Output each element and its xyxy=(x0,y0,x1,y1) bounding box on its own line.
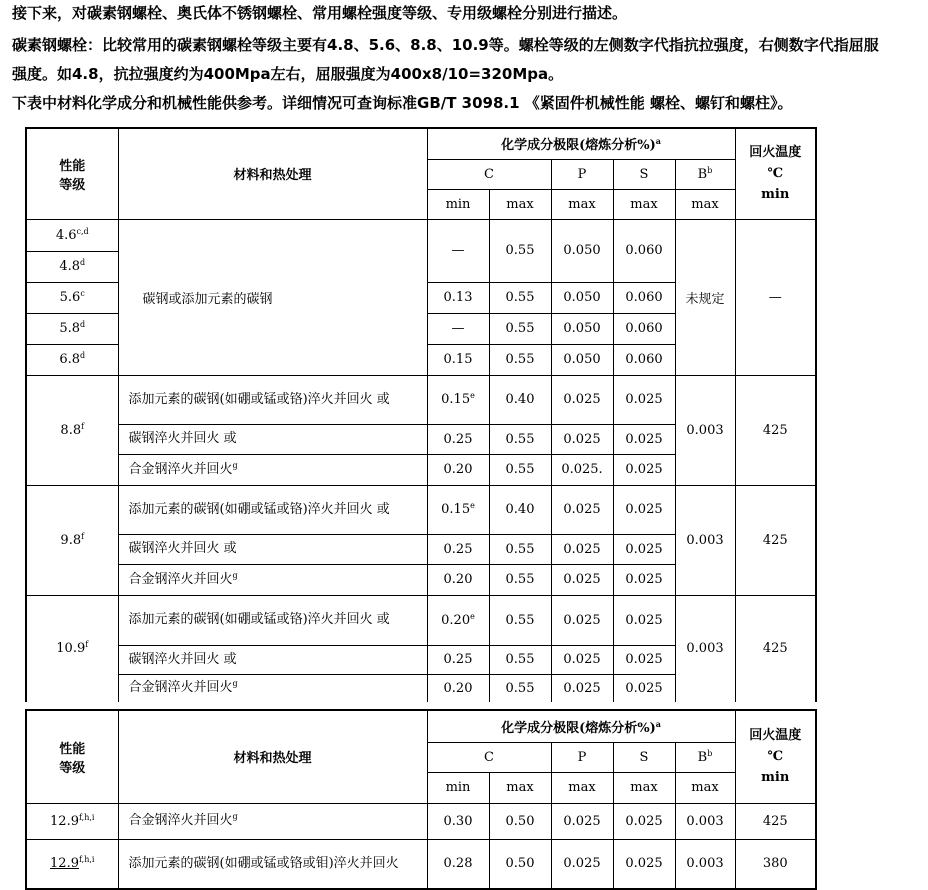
cmin-cell: — xyxy=(427,219,489,282)
s-cell: 0.025 xyxy=(613,674,675,702)
cmax-cell: 0.55 xyxy=(489,424,551,454)
intro-line-1: 接下来，对碳素钢螺栓、奥氏体不锈钢螺栓、常用螺栓强度等级、专用级螺栓分别进行描述。 xyxy=(12,4,628,22)
s-cell: 0.025 xyxy=(613,595,675,645)
header-material: 材料和热处理 xyxy=(118,710,427,803)
p-cell: 0.025 xyxy=(551,645,613,674)
header-chem-limits: 化学成分极限(熔炼分析%)$^a$ xyxy=(427,128,735,159)
cmin-cell: 0.20 xyxy=(427,454,489,485)
cmin-cell: 0.20 xyxy=(427,564,489,595)
header-pmax: max xyxy=(551,189,613,219)
cmax-cell: 0.40 xyxy=(489,485,551,534)
temper-cell: 425 xyxy=(735,485,816,595)
header-grade: 性能 等级 xyxy=(26,128,118,219)
grade-cell: 4.8$^d$ xyxy=(26,251,118,282)
header-smax: max xyxy=(613,772,675,803)
s-cell: 0.025 xyxy=(613,803,675,839)
header-s: S xyxy=(613,159,675,189)
header-s: S xyxy=(613,742,675,772)
s-cell: 0.025 xyxy=(613,485,675,534)
cmax-cell: 0.55 xyxy=(489,282,551,313)
cmin-cell: 0.25 xyxy=(427,645,489,674)
material-cell: 碳钢淬火并回火 或 xyxy=(118,534,427,564)
cmax-cell: 0.55 xyxy=(489,645,551,674)
s-cell: 0.025 xyxy=(613,375,675,424)
cmin-cell: 0.20e xyxy=(427,595,489,645)
grade-cell: 10.9$^f$ xyxy=(26,595,118,702)
s-cell: 0.025 xyxy=(613,564,675,595)
property-table-2 xyxy=(25,709,817,890)
grade-cell: 8.8$^f$ xyxy=(26,375,118,485)
p-cell: 0.025 xyxy=(551,485,613,534)
cmax-cell: 0.40 xyxy=(489,375,551,424)
cmin-cell: 0.13 xyxy=(427,282,489,313)
material-cell: 添加元素的碳钢(如硼或锰或铬)淬火并回火 或 xyxy=(118,485,427,534)
grade-cell: 5.6$^c$ xyxy=(26,282,118,313)
material-cell: 添加元素的碳钢(如硼或锰或铬或钼)淬火并回火 xyxy=(118,839,427,889)
cmax-cell: 0.55 xyxy=(489,674,551,702)
p-cell: 0.025 xyxy=(551,674,613,702)
cmax-cell: 0.55 xyxy=(489,219,551,282)
s-cell: 0.060 xyxy=(613,282,675,313)
p-cell: 0.025 xyxy=(551,375,613,424)
p-cell: 0.025 xyxy=(551,424,613,454)
cmax-cell: 0.55 xyxy=(489,454,551,485)
temper-cell: 380 xyxy=(735,839,816,889)
material-cell: 合金钢淬火并回火$^g$ xyxy=(118,674,427,702)
p-cell: 0.050 xyxy=(551,282,613,313)
cmax-cell: 0.55 xyxy=(489,534,551,564)
temper-cell: 425 xyxy=(735,595,816,702)
header-cmin: min xyxy=(427,189,489,219)
b-cell: 0.003 xyxy=(675,485,735,595)
header-material: 材料和热处理 xyxy=(118,128,427,219)
temper-cell: 425 xyxy=(735,375,816,485)
header-temper: 回火温度 ℃ min xyxy=(735,128,816,219)
s-cell: 0.060 xyxy=(613,313,675,344)
cmin-cell: 0.15e xyxy=(427,485,489,534)
header-p: P xyxy=(551,742,613,772)
header-p: P xyxy=(551,159,613,189)
grade-cell: 12.9$^{f,h,i}$ xyxy=(26,803,118,839)
cmax-cell: 0.50 xyxy=(489,839,551,889)
cmin-cell: 0.30 xyxy=(427,803,489,839)
material-cell: 添加元素的碳钢(如硼或锰或铬)淬火并回火 或 xyxy=(118,375,427,424)
low-material: 碳钢或添加元素的碳钢 xyxy=(118,219,427,375)
p-cell: 0.025 xyxy=(551,803,613,839)
cmin-cell: 0.15e xyxy=(427,375,489,424)
b-cell: 0.003 xyxy=(675,803,735,839)
p-cell: 0.050 xyxy=(551,219,613,282)
material-cell: 碳钢淬火并回火 或 xyxy=(118,424,427,454)
grade-cell: 5.8$^d$ xyxy=(26,313,118,344)
cmin-cell: 0.20 xyxy=(427,674,489,702)
b-cell: 0.003 xyxy=(675,375,735,485)
p-cell: 0.025 xyxy=(551,839,613,889)
p-cell: 0.025 xyxy=(551,564,613,595)
s-cell: 0.025 xyxy=(613,454,675,485)
p-cell: 0.025 xyxy=(551,595,613,645)
intro-line-3: 强度。如4.8，抗拉强度约为400Mpa左右，屈服强度为400x8/10=320Mpa。 xyxy=(12,65,564,83)
s-cell: 0.025 xyxy=(613,424,675,454)
cmin-cell: — xyxy=(427,313,489,344)
header-bmax: max xyxy=(675,189,735,219)
header-pmax: max xyxy=(551,772,613,803)
material-cell: 添加元素的碳钢(如硼或锰或铬)淬火并回火 或 xyxy=(118,595,427,645)
header-c: C xyxy=(427,742,551,772)
grade-cell: 4.6$^{c,d}$ xyxy=(26,219,118,251)
header-b: $B^b$ xyxy=(675,742,735,772)
property-table-1 xyxy=(25,127,817,702)
material-cell: 合金钢淬火并回火$^g$ xyxy=(118,803,427,839)
header-grade: 性能 等级 xyxy=(26,710,118,803)
grade-cell: 12.9$^{f,h,i}$ xyxy=(26,839,118,889)
cmin-cell: 0.25 xyxy=(427,424,489,454)
grade-cell: 6.8$^d$ xyxy=(26,344,118,375)
intro-line-4: 下表中材料化学成分和机械性能供参考。详细情况可查询标准GB/T 3098.1 《紧固件机械性能 螺栓、螺钉和螺柱》。 xyxy=(12,94,793,112)
p-cell: 0.050 xyxy=(551,313,613,344)
header-cmin: min xyxy=(427,772,489,803)
header-b: $B^b$ xyxy=(675,159,735,189)
cmax-cell: 0.50 xyxy=(489,803,551,839)
grade-cell: 9.8$^f$ xyxy=(26,485,118,595)
cmax-cell: 0.55 xyxy=(489,313,551,344)
s-cell: 0.025 xyxy=(613,839,675,889)
cmax-cell: 0.55 xyxy=(489,344,551,375)
b-cell: 0.003 xyxy=(675,839,735,889)
temper-cell: — xyxy=(735,219,816,375)
cmin-cell: 0.15 xyxy=(427,344,489,375)
header-temper: 回火温度 ℃ min xyxy=(735,710,816,803)
cmax-cell: 0.55 xyxy=(489,595,551,645)
header-bmax: max xyxy=(675,772,735,803)
s-cell: 0.060 xyxy=(613,219,675,282)
cmin-cell: 0.28 xyxy=(427,839,489,889)
s-cell: 0.060 xyxy=(613,344,675,375)
header-cmax: max xyxy=(489,772,551,803)
p-cell: 0.025 xyxy=(551,534,613,564)
temper-cell: 425 xyxy=(735,803,816,839)
material-cell: 合金钢淬火并回火$^g$ xyxy=(118,454,427,485)
material-cell: 碳钢淬火并回火 或 xyxy=(118,645,427,674)
p-cell: 0.050 xyxy=(551,344,613,375)
cmax-cell: 0.55 xyxy=(489,564,551,595)
header-cmax: max xyxy=(489,189,551,219)
intro-line-2: 碳素钢螺栓：比较常用的碳素钢螺栓等级主要有4.8、5.6、8.8、10.9等。螺栓等级的左侧数字代指抗拉强度，右侧数字代指屈服 xyxy=(12,36,879,54)
s-cell: 0.025 xyxy=(613,534,675,564)
header-chem-limits: 化学成分极限(熔炼分析%)$^a$ xyxy=(427,710,735,742)
b-cell: 未规定 xyxy=(675,219,735,375)
p-cell: 0.025. xyxy=(551,454,613,485)
material-cell: 合金钢淬火并回火$^g$ xyxy=(118,564,427,595)
b-cell: 0.003 xyxy=(675,595,735,702)
s-cell: 0.025 xyxy=(613,645,675,674)
header-smax: max xyxy=(613,189,675,219)
cmin-cell: 0.25 xyxy=(427,534,489,564)
header-c: C xyxy=(427,159,551,189)
